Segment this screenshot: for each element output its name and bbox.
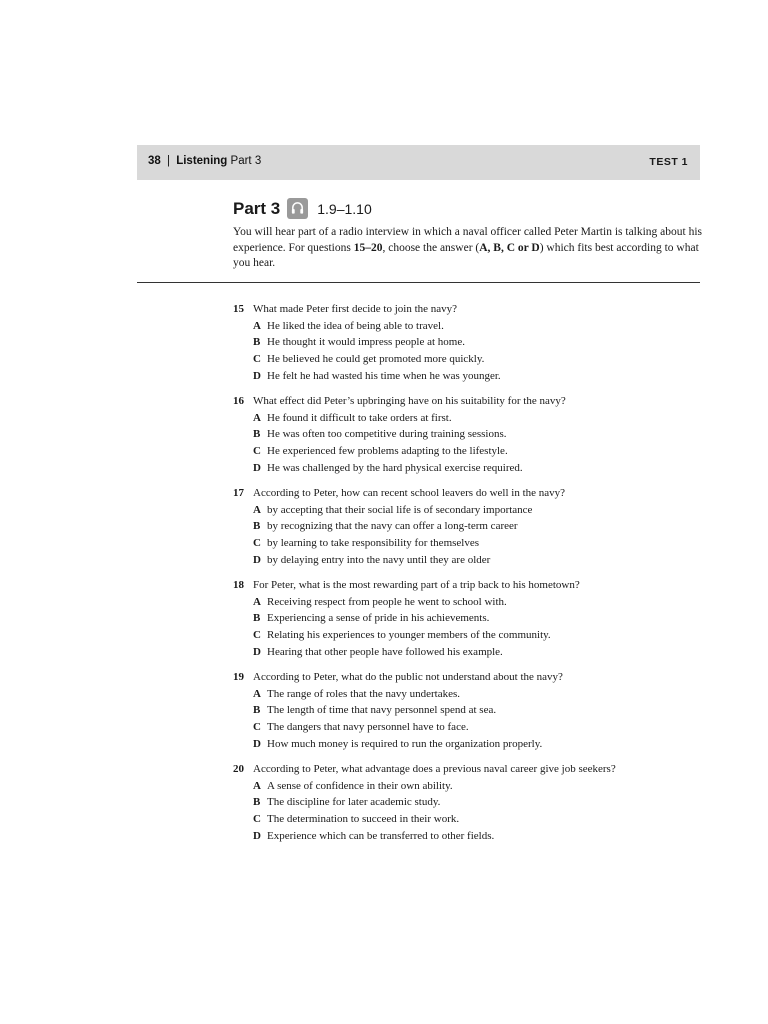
option-text: The dangers that navy personnel have to face.: [267, 721, 469, 734]
answer-option-b: [233, 426, 703, 443]
option-letter: D: [253, 737, 261, 750]
option-letter: B: [253, 612, 261, 625]
answer-option-b: [233, 702, 703, 719]
option-letter: C: [253, 353, 261, 366]
option-text: Experiencing a sense of pride in his achievements.: [267, 612, 490, 625]
option-letter: A: [253, 319, 261, 332]
option-letter: D: [253, 645, 261, 658]
option-letter: C: [253, 445, 261, 458]
question-text: According to Peter, what do the public not understand about the navy?: [253, 671, 563, 684]
option-letter: C: [253, 629, 261, 642]
option-text: by recognizing that the navy can offer a long-term career: [267, 520, 518, 533]
intro-text-end: ) which fits best according to what you hear.: [233, 241, 699, 269]
question-17: [233, 485, 703, 569]
answer-option-a: [233, 410, 703, 427]
option-letter: A: [253, 779, 261, 792]
option-text: He believed he could get promoted more quickly.: [267, 353, 485, 366]
answer-option-d: [233, 644, 703, 661]
option-text: Hearing that other people have followed his example.: [267, 645, 503, 658]
answer-option-c: [233, 443, 703, 460]
answer-option-b: [233, 334, 703, 351]
answer-option-a: [233, 594, 703, 611]
option-text: He thought it would impress people at home.: [267, 336, 465, 349]
question-stem: [233, 761, 703, 778]
answer-option-c: [233, 351, 703, 368]
option-letter: B: [253, 428, 261, 441]
option-letter: B: [253, 796, 261, 809]
intro-text-middle: , choose the answer (: [382, 241, 480, 254]
question-stem: [233, 393, 703, 410]
option-letter: D: [253, 461, 261, 474]
option-letter: D: [253, 369, 261, 382]
audio-track-number: 1.9–1.10: [317, 200, 372, 217]
question-text: For Peter, what is the most rewarding part of a trip back to his hometown?: [253, 579, 580, 592]
headphones-icon: [287, 198, 308, 219]
header-page-info: [148, 155, 261, 167]
question-16: [233, 393, 703, 477]
part-title: Part 3: [233, 198, 281, 218]
option-text: He was often too competitive during training sessions.: [267, 428, 507, 441]
option-letter: C: [253, 813, 261, 826]
answer-option-a: [233, 778, 703, 795]
option-text: The length of time that navy personnel spend at sea.: [267, 704, 497, 717]
page-header: [137, 145, 700, 180]
answer-option-a: [233, 686, 703, 703]
option-text: Relating his experiences to younger members of the community.: [267, 629, 551, 642]
answer-option-d: [233, 552, 703, 569]
option-text: He felt he had wasted his time when he was younger.: [267, 369, 501, 382]
option-letter: B: [253, 520, 261, 533]
question-stem: [233, 301, 703, 318]
answer-option-a: [233, 502, 703, 519]
answer-option-c: [233, 535, 703, 552]
question-number: 15: [233, 303, 244, 315]
answer-option-b: [233, 610, 703, 627]
page-number: 38: [148, 155, 161, 167]
question-text: What effect did Peter’s upbringing have on his suitability for the navy?: [253, 395, 566, 408]
instructions: [233, 225, 703, 272]
option-letter: D: [253, 829, 261, 842]
option-text: The discipline for later academic study.: [267, 796, 441, 809]
question-19: [233, 669, 703, 753]
question-number: 17: [233, 487, 244, 500]
option-letter: D: [253, 553, 261, 566]
option-text: Receiving respect from people he went to school with.: [267, 595, 507, 608]
question-number: 20: [233, 763, 244, 776]
divider-line: [137, 282, 700, 283]
questions-list: [233, 301, 703, 853]
question-text: According to Peter, how can recent school leavers do well in the navy?: [253, 487, 566, 500]
option-text: He found it difficult to take orders at first.: [267, 411, 452, 424]
option-text: How much money is required to run the organization properly.: [267, 737, 543, 750]
question-stem: [233, 485, 703, 502]
question-number: 18: [233, 579, 244, 592]
option-text: Experience which can be transferred to other fields.: [267, 829, 495, 842]
question-number: 16: [233, 395, 244, 408]
section-name: Listening: [176, 155, 228, 167]
answer-option-d: [233, 368, 703, 385]
answer-option-d: [233, 460, 703, 477]
option-text: by accepting that their social life is of secondary importance: [267, 503, 533, 516]
option-text: He was challenged by the hard physical exercise required.: [267, 461, 523, 474]
option-letter: B: [253, 704, 261, 717]
option-letter: C: [253, 537, 261, 550]
option-text: The range of roles that the navy undertakes.: [267, 687, 461, 700]
option-letter: A: [253, 595, 261, 608]
answer-option-d: [233, 736, 703, 753]
answer-option-b: [233, 794, 703, 811]
part-heading: [233, 198, 372, 219]
answer-option-c: [233, 811, 703, 828]
option-text: by learning to take responsibility for themselves: [267, 537, 480, 550]
question-number: 19: [233, 671, 244, 684]
answer-option-a: [233, 318, 703, 335]
question-text: What made Peter first decide to join the navy?: [253, 303, 458, 315]
intro-text-start: You will hear part of a radio interview in which a naval officer called Peter Martin is talking about his experience. For questions: [233, 226, 703, 254]
option-letter: B: [253, 336, 261, 349]
answer-option-d: [233, 828, 703, 845]
option-text: by delaying entry into the navy until they are older: [267, 553, 491, 566]
answer-option-c: [233, 627, 703, 644]
option-text: The determination to succeed in their work.: [267, 813, 460, 826]
option-letter: A: [253, 411, 261, 424]
test-label: TEST 1: [649, 156, 688, 168]
answer-choices: A, B, C or D: [479, 241, 540, 254]
option-letter: A: [253, 687, 261, 700]
question-18: [233, 577, 703, 661]
option-text: A sense of confidence in their own ability.: [267, 779, 453, 792]
option-letter: A: [253, 503, 261, 516]
question-20: [233, 761, 703, 845]
question-stem: [233, 577, 703, 594]
question-text: According to Peter, what advantage does a previous naval career give job seekers?: [253, 763, 616, 776]
option-text: He experienced few problems adapting to the lifestyle.: [267, 445, 508, 458]
answer-option-c: [233, 719, 703, 736]
header-part: Part 3: [230, 155, 262, 167]
question-stem: [233, 669, 703, 686]
question-range: 15–20: [353, 241, 383, 254]
question-15: [233, 301, 703, 385]
option-letter: C: [253, 721, 261, 734]
option-text: He liked the idea of being able to travel.: [267, 319, 444, 332]
answer-option-b: [233, 518, 703, 535]
header-separator: |: [167, 155, 170, 167]
